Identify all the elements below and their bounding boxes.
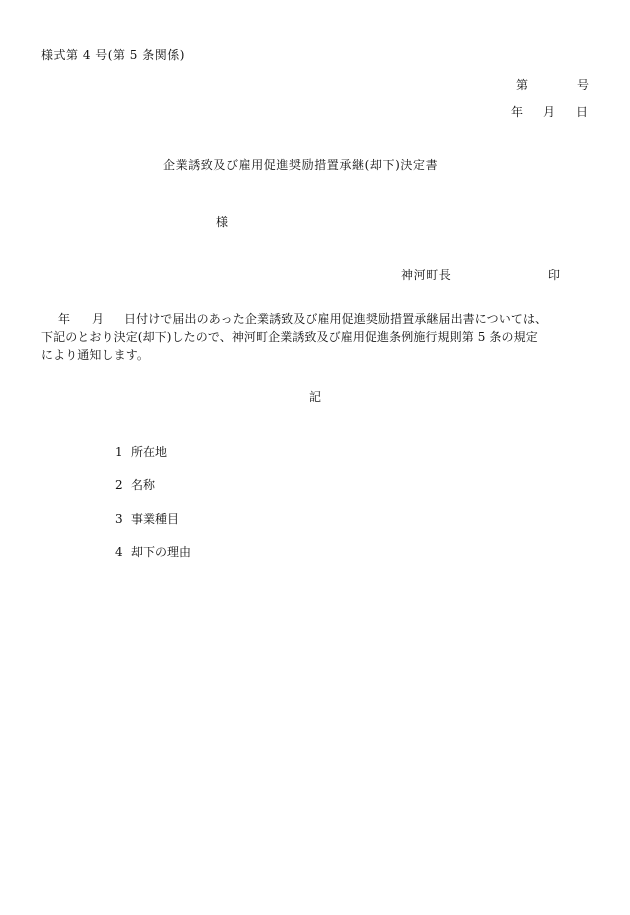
body-date-month: 月 xyxy=(92,312,105,326)
doc-number-suffix: 号 xyxy=(577,78,590,92)
body-line-3: により通知します。 xyxy=(41,348,149,362)
item-label: 却下の理由 xyxy=(131,545,192,559)
body-line-2: 下記のとおり決定(却下)したので、神河町企業誘致及び雇用促進条例施行規則第 5 条の規定 xyxy=(41,330,538,344)
body-date-year: 年 xyxy=(58,312,71,326)
date-month: 月 xyxy=(543,105,556,119)
date-year: 年 xyxy=(511,105,524,119)
form-label: 様式第 4 号(第 5 条関係) xyxy=(41,48,185,62)
addressee-honorific: 様 xyxy=(216,215,229,229)
item-number: 1 xyxy=(115,445,123,459)
ki-heading: 記 xyxy=(309,390,322,404)
list-item xyxy=(115,546,191,558)
list-item xyxy=(115,513,179,525)
document-title: 企業誘致及び雇用促進奨励措置承継(却下)決定書 xyxy=(163,158,439,172)
item-number: 2 xyxy=(115,478,123,492)
item-label: 所在地 xyxy=(131,445,168,459)
issuer-name: 神河町長 xyxy=(401,268,452,282)
doc-number-prefix: 第 xyxy=(516,78,529,92)
seal-mark: 印 xyxy=(548,268,561,282)
item-number: 3 xyxy=(115,512,123,526)
item-label: 事業種目 xyxy=(131,512,180,526)
body-line-1: 日付けで届出のあった企業誘致及び雇用促進奨励措置承継届出書については、 xyxy=(124,312,548,326)
date-day: 日 xyxy=(576,105,589,119)
item-label: 名称 xyxy=(131,478,156,492)
list-item xyxy=(115,446,167,458)
list-item xyxy=(115,479,155,491)
item-number: 4 xyxy=(115,545,123,559)
